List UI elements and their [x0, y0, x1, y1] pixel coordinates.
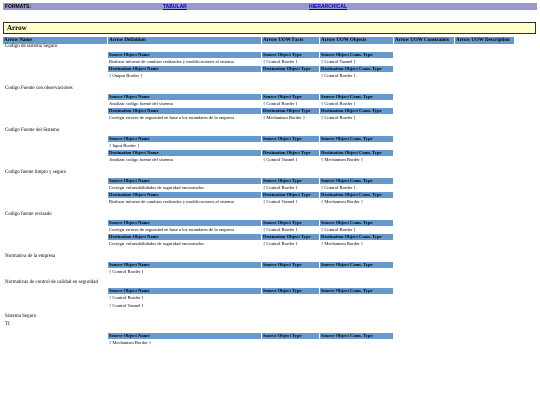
source-object-name-header: Source Object Name: [108, 52, 261, 58]
source-object-conn: [320, 269, 393, 275]
source-object-name-header: Source Object Name: [108, 288, 261, 294]
col-header-uow-facts: Arrow UOW Facts: [262, 37, 319, 44]
destination-object-type-header: Destination Object Type: [262, 234, 319, 240]
source-object-type: [262, 143, 319, 149]
destination-object-conn-header: Destination Object Conn. Type: [320, 234, 393, 240]
destination-object-type-header: Destination Object Type: [262, 192, 319, 198]
source-object-name-header: Source Object Name: [108, 136, 261, 142]
destination-object-name-header: Destination Object Name: [108, 66, 261, 72]
destination-object-type-header: Destination Object Type: [262, 150, 319, 156]
arrow-name: Codigo de sistema Seguro: [5, 44, 58, 49]
destination-object-conn: { Control Border }: [321, 73, 356, 78]
formats-label: FORMATS:: [5, 4, 32, 10]
source-object-name: { Control Border }: [109, 295, 144, 300]
source-object-name: { Mechanism Border }: [109, 340, 152, 345]
arrow-name: Sistema Seguro: [5, 314, 37, 319]
tabular-link[interactable]: TABULAR: [163, 4, 187, 10]
source-object-name-header: Source Object Name: [108, 94, 261, 100]
destination-object-conn: { Mechanism Border }: [321, 157, 364, 162]
source-object-conn: { Control Border }: [321, 227, 356, 232]
source-object-type: { Control Border }: [263, 101, 298, 106]
source-object-name: Corregir vulnerabilidades de seguridad encontradas: [109, 185, 204, 190]
source-object-conn-header: Source Object Conn. Type: [320, 178, 393, 184]
source-object-type-header: Source Object Type: [262, 178, 319, 184]
source-object-type-header: Source Object Type: [262, 220, 319, 226]
source-object-conn: { Control Border }: [321, 101, 356, 106]
formats-bar: [3, 3, 537, 10]
arrow-name: TI: [5, 322, 10, 327]
source-object-type-header: Source Object Type: [262, 52, 319, 58]
source-object-conn: { Control Border }: [321, 185, 356, 190]
source-object-type: [262, 340, 319, 346]
destination-object-name: Corregir vulnerabilidades de seguridad encontradas: [109, 241, 204, 246]
destination-object-conn-header: Destination Object Conn. Type: [320, 66, 393, 72]
source-object-name: { Control Border }: [109, 269, 144, 274]
source-object-type-header: Source Object Type: [262, 94, 319, 100]
destination-object-type: { Control Tunnel }: [263, 199, 298, 204]
arrow-name: Codigo fuente limpio y seguro: [5, 170, 67, 175]
destination-object-conn: { Mechanism Border }: [321, 241, 364, 246]
arrow-name: Codigo Fuente del Sistema: [5, 128, 60, 133]
col-header-uow-constraints: Arrow UOW Constraints: [394, 37, 454, 44]
source-object-type-header: Source Object Type: [262, 333, 319, 339]
page-title-box: [3, 22, 536, 34]
hierarchical-link[interactable]: HIERARCHICAL: [309, 4, 348, 10]
source-object-type: [262, 295, 319, 301]
source-object-name: Analizar codigo fuente del sistema: [109, 101, 173, 106]
source-object-conn-header: Source Object Conn. Type: [320, 288, 393, 294]
source-object-name: { Input Border }: [109, 143, 140, 148]
col-header-uow-description: Arrow UOW Description: [455, 37, 514, 44]
source-object-name-header: Source Object Name: [108, 333, 261, 339]
source-object-type: { Control Border }: [263, 185, 298, 190]
arrow-name: Normativas de control de calidad en seguridad: [5, 280, 99, 285]
destination-object-type-header: Destination Object Type: [262, 66, 319, 72]
source-object-conn-header: Source Object Conn. Type: [320, 333, 393, 339]
destination-object-conn: { Mechanism Border }: [321, 199, 364, 204]
source-object-conn-header: Source Object Conn. Type: [320, 94, 393, 100]
destination-object-conn-header: Destination Object Conn. Type: [320, 150, 393, 156]
source-object-conn-header: Source Object Conn. Type: [320, 262, 393, 268]
arrow-name: Normativa de la empresa: [5, 254, 56, 259]
source-object-conn-header: Source Object Conn. Type: [320, 52, 393, 58]
col-header-arrow-definition: Arrow Definition: [108, 37, 261, 44]
arrow-name: Codigo fuente revisado: [5, 212, 52, 217]
destination-object-type: { Control Tunnel }: [263, 157, 298, 162]
destination-object-conn: { Control Border }: [321, 115, 356, 120]
arrow-name: Codigo Fuente con observaciones: [5, 86, 73, 91]
source-object-type-header: Source Object Type: [262, 136, 319, 142]
source-object-type: [262, 269, 319, 275]
destination-object-name-header: Destination Object Name: [108, 234, 261, 240]
source-object-type: { Control Border }: [263, 227, 298, 232]
source-object-name-header: Source Object Name: [108, 262, 261, 268]
destination-object-name-header: Destination Object Name: [108, 192, 261, 198]
destination-object-type: [262, 73, 319, 79]
destination-object-name: Analizar codigo fuente del sistema: [109, 157, 173, 162]
destination-object-name: Corregir errores de seguridad en base a los estandares de la empresa: [109, 115, 235, 120]
destination-object-name-header: Destination Object Name: [108, 150, 261, 156]
source-object-type-header: Source Object Type: [262, 262, 319, 268]
destination-object-type: { Mechanism Border }: [263, 115, 306, 120]
destination-object-name: Realizar informe de cambios realizados y modificaciones al sistema: [109, 199, 234, 204]
source-object-conn-header: Source Object Conn. Type: [320, 136, 393, 142]
source-object-type-header: Source Object Type: [262, 288, 319, 294]
source-object-conn: { Control Tunnel }: [321, 59, 356, 64]
source-object-name: { Control Tunnel }: [109, 303, 144, 308]
destination-object-name: { Output Border }: [109, 73, 143, 78]
page-title: Arrow: [7, 24, 27, 32]
source-object-name-header: Source Object Name: [108, 178, 261, 184]
destination-object-conn-header: Destination Object Conn. Type: [320, 192, 393, 198]
source-object-name-header: Source Object Name: [108, 220, 261, 226]
col-header-uow-objects: Arrow UOW Objects: [320, 37, 393, 44]
source-object-type: { Control Border }: [263, 59, 298, 64]
destination-object-conn-header: Destination Object Conn. Type: [320, 108, 393, 114]
source-object-name: Corregir errores de seguridad en base a los estandares de la empresa: [109, 227, 235, 232]
destination-object-type: { Control Border }: [263, 241, 298, 246]
source-object-conn-header: Source Object Conn. Type: [320, 220, 393, 226]
col-header-arrow-name: Arrow Name: [3, 37, 107, 44]
destination-object-name-header: Destination Object Name: [108, 108, 261, 114]
source-object-name: Realizar informe de cambios realizados y modificaciones al sistema: [109, 59, 234, 64]
source-object-conn: [320, 340, 393, 346]
source-object-conn: [320, 143, 393, 149]
source-object-conn: [320, 295, 393, 301]
destination-object-type-header: Destination Object Type: [262, 108, 319, 114]
